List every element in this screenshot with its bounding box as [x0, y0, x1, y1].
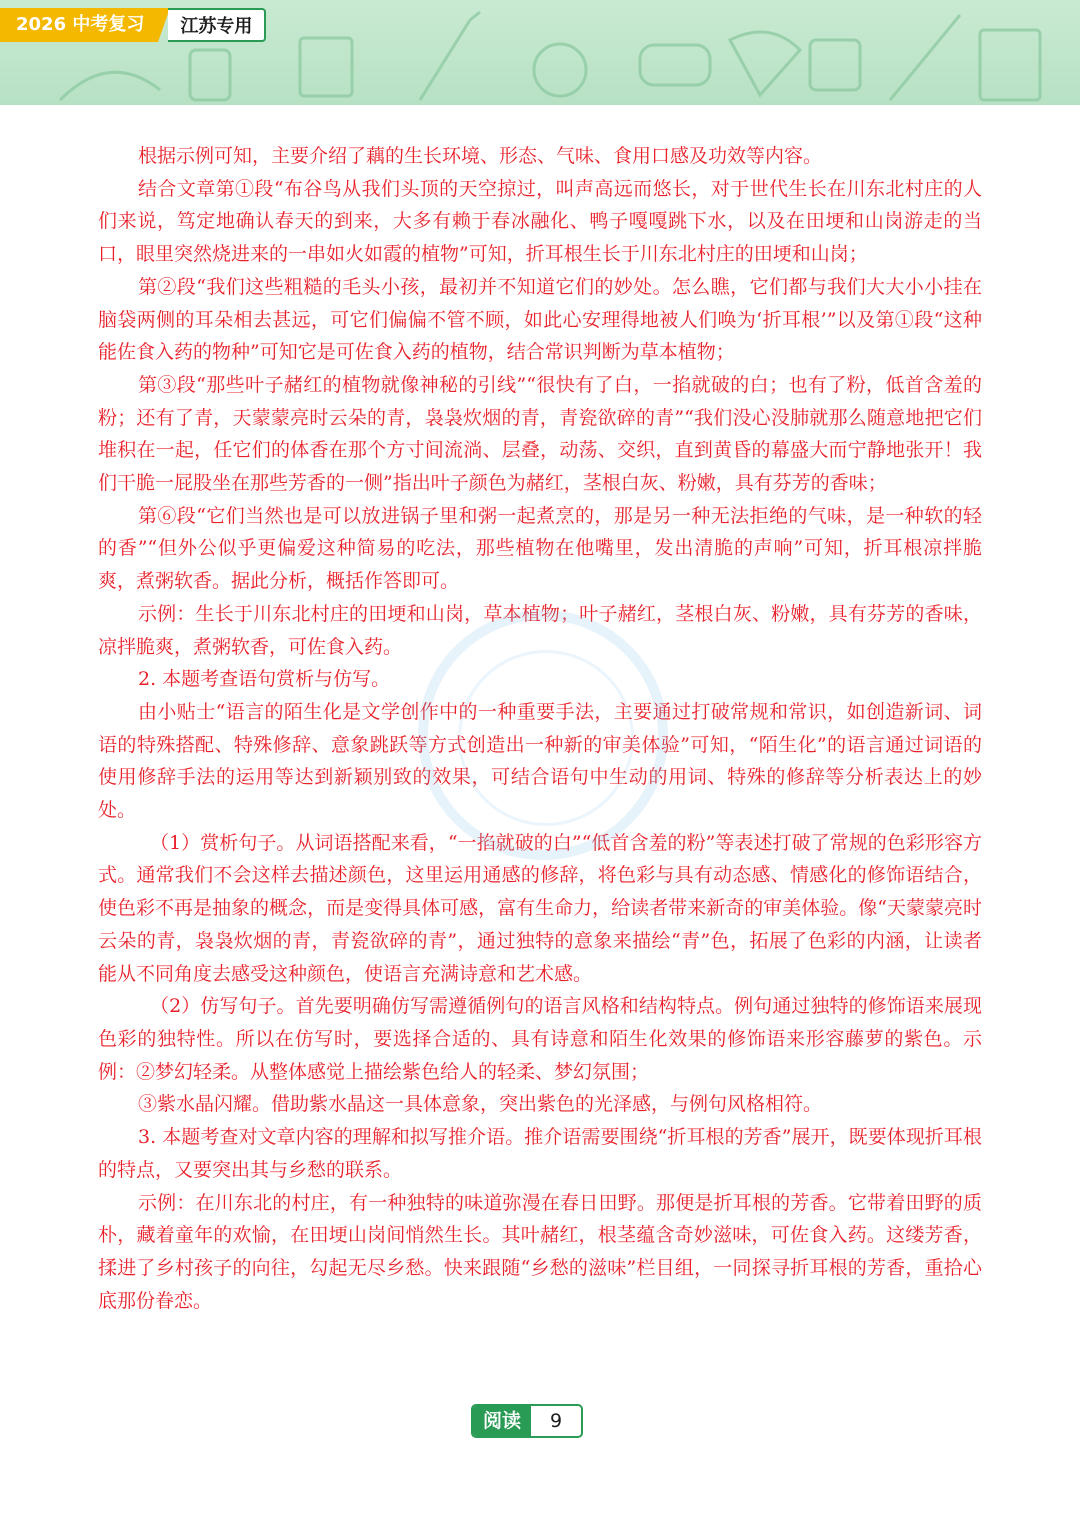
- paragraph: 第③段“那些叶子赭红的植物就像神秘的引线”“很快有了白，一掐就破的白；也有了粉，低首含羞的粉；还有了青，天蒙蒙亮时云朵的青，袅袅炊烟的青，青瓷欲碎的青”“我们没心没肺就那么随意地把它们堆积在一起，任它们的体香在那个方寸间流淌、层叠，动荡、交织，直到黄昏的幕盛大而宁静地张开！我们干脆一屁股坐在那些芳香的一侧”指出叶子颜色为赭红，茎根白灰、粉嫩，具有芬芳的香味；: [98, 373, 982, 495]
- section-label: 阅读: [473, 1406, 531, 1436]
- paragraph: ③紫水晶闪耀。借助紫水晶这一具体意象，突出紫色的光泽感，与例句风格相符。: [138, 1093, 823, 1116]
- paragraph: 第⑥段“它们当然也是可以放进锅子里和粥一起煮烹的，那是另一种无法拒绝的气味，是一种软的轻的香”“但外公似乎更偏爱这种简易的吃法，那些植物在他嘴里，发出清脆的声响”可知，折耳根凉拌脆爽，煮粥软香。据此分析，概括作答即可。: [98, 504, 982, 593]
- paragraph: 第②段“我们这些粗糙的毛头小孩，最初并不知道它们的妙处。怎么瞧，它们都与我们大大小小挂在脑袋两侧的耳朵相去甚远，可它们偏偏不管不顾，如此心安理得地被人们唤为‘折耳根’”以及第①段“这种能佐食入药的物种”可知它是可佐食入药的植物，结合常识判断为草本植物；: [98, 275, 982, 364]
- page-footer: [471, 1404, 583, 1438]
- paragraph: 根据示例可知，主要介绍了藕的生长环境、形态、气味、食用口感及功效等内容。: [138, 145, 823, 167]
- ink-bottle-icon: [190, 50, 230, 100]
- paragraph: 结合文章第①段“布谷鸟从我们头顶的天空掠过，叫声高远而悠长，对于世代生长在川东北村庄的人们来说，笃定地确认春天的到来，大多有赖于春冰融化、鸭子嘎嘎跳下水，以及在田埂和山岗游走的当口，眼里突然烧进来的一串如火如霞的植物”可知，折耳根生长于川东北村庄的田埂和山岗；: [98, 177, 982, 266]
- paragraph: 示例：在川东北的村庄，有一种独特的味道弥漫在春日田野。那便是折耳根的芳香。它带着田野的质朴，藏着童年的欢愉，在田埂山岗间悄然生长。其叶赭红，根茎蕴含奇妙滋味，可佐食入药。这缕芳香，揉进了乡村孩子的向往，勾起无尽乡愁。快来跟随“乡愁的滋味”栏目组，一同探寻折耳根的芳香，重拾心底那份眷恋。: [98, 1191, 982, 1312]
- paragraph: 示例：生长于川东北村庄的田埂和山岗，草本植物；叶子赭红，茎根白灰、粉嫩，具有芬芳的香味，凉拌脆爽，煮粥软香，可佐食入药。: [98, 602, 982, 658]
- scroll-icon: [640, 45, 710, 85]
- paper-icon: [980, 30, 1040, 100]
- pen-icon: [890, 15, 960, 100]
- page-number: 9: [549, 1410, 563, 1432]
- paragraph: （1）赏析句子。从词语搭配来看，“一掐就破的白”“低首含羞的粉”等表述打破了常规的色彩形容方式。通常我们不会这样去描述颜色，这里运用通感的修辞，将色彩与具有动态感、情感化的修饰语结合，使色彩不再是抽象的概念，而是变得具体可感，富有生命力，给读者带来新奇的审美体验。像“天蒙蒙亮时云朵的青，袅袅炊烟的青，青瓷欲碎的青”，通过独特的意象来描绘“青”色，拓展了色彩的内涵，让读者能从不同角度去感受这种颜色，使语言充满诗意和艺术感。: [98, 831, 982, 985]
- exam-year-label: 2026 中考复习: [0, 8, 158, 42]
- paragraph: （2）仿写句子。首先要明确仿写需遵循例句的语言风格和结构特点。例句通过独特的修饰语来展现色彩的独特性。所以在仿写时，要选择合适的、具有诗意和陌生化效果的修饰语来形容藤萝的紫色。示例：②梦幻轻柔。从整体感觉上描绘紫色给人的轻柔、梦幻氛围；: [98, 995, 982, 1083]
- answer-content: [98, 140, 982, 1317]
- brush-icon: [420, 12, 480, 100]
- fan-icon: [730, 32, 800, 95]
- stamp-icon: [810, 40, 860, 90]
- header-badge: [0, 8, 266, 42]
- paragraph: 2. 本题考查语句赏析与仿写。: [138, 668, 391, 691]
- quill-icon: [60, 72, 160, 100]
- page-header: [0, 0, 1080, 105]
- region-label: 江苏专用: [168, 8, 266, 42]
- paragraph: 3. 本题考查对文章内容的理解和拟写推介语。推介语需要围绕“折耳根的芳香”展开，既要体现折耳根的特点，又要突出其与乡愁的联系。: [98, 1126, 982, 1181]
- paragraph: 由小贴士“语言的陌生化是文学创作中的一种重要手法，主要通过打破常规和常识，如创造新词、词语的特殊搭配、特殊修辞、意象跳跃等方式创造出一种新的审美体验”可知，“陌生化”的语言通过词语的使用修辞手法的运用等达到新颖别致的效果，可结合语句中生动的用词、特殊的修辞等分析表达上的妙处。: [98, 700, 982, 822]
- inkstone-icon: [534, 44, 586, 96]
- book-icon: [300, 38, 352, 96]
